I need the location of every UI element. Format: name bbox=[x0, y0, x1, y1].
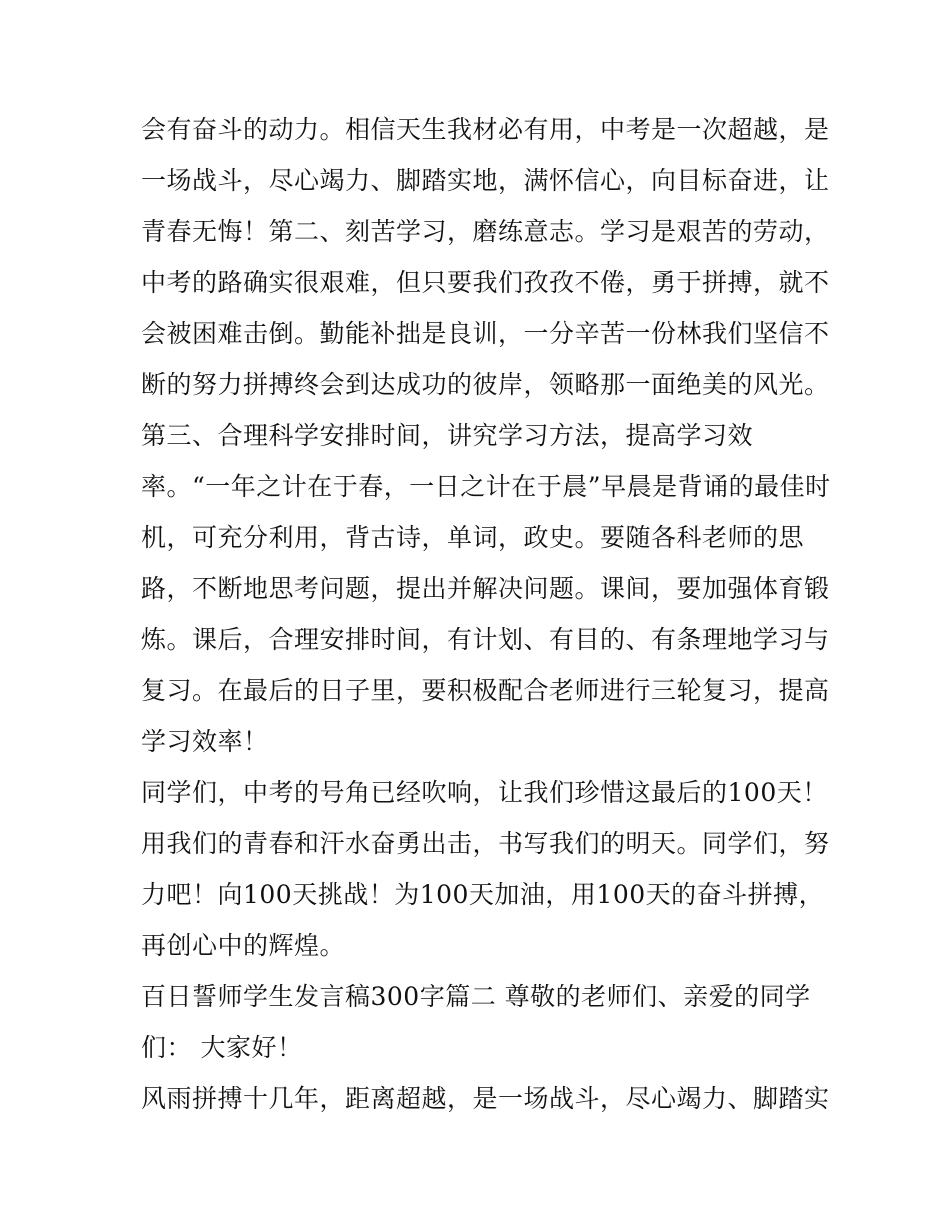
text-line-9: 机，可充分利用，背古诗，单词，政史。要随各科老师的思 bbox=[141, 523, 805, 552]
text-line-13: 学习效率！ bbox=[141, 727, 269, 756]
text-line-8: 率。“一年之计在于春，一日之计在于晨”早晨是背诵的最佳时 bbox=[141, 472, 831, 501]
text-line-20: 风雨拼搏十几年，距离超越，是一场战斗，尽心竭力、脚踏实 bbox=[141, 1084, 830, 1113]
text-line-19: 们： 大家好！ bbox=[141, 1033, 303, 1062]
text-line-16: 力吧！向100天挑战！为100天加油，用100天的奋斗拼搏， bbox=[141, 880, 825, 909]
text-line-7: 第三、合理科学安排时间，讲究学习方法，提高学习效 bbox=[141, 421, 754, 450]
text-line-1: 会有奋斗的动力。相信天生我材必有用，中考是一次超越，是 bbox=[141, 115, 830, 144]
text-line-17: 再创心中的辉煌。 bbox=[141, 931, 346, 960]
text-line-10: 路，不断地思考问题，提出并解决问题。课间，要加强体育锻 bbox=[141, 574, 830, 603]
document-body bbox=[141, 104, 831, 1124]
text-line-11: 炼。课后，合理安排时间，有计划、有目的、有条理地学习与 bbox=[141, 625, 830, 654]
text-line-18: 百日誓师学生发言稿300字篇二 尊敬的老师们、亲爱的同学 bbox=[141, 982, 811, 1011]
text-line-4: 中考的路确实很艰难，但只要我们孜孜不倦，勇于拼搏，就不 bbox=[141, 268, 830, 297]
text-line-6: 断的努力拼搏终会到达成功的彼岸，领略那一面绝美的风光。 bbox=[141, 370, 830, 399]
text-line-15: 用我们的青春和汗水奋勇出击，书写我们的明天。同学们，努 bbox=[141, 829, 830, 858]
text-line-14: 同学们，中考的号角已经吹响，让我们珍惜这最后的100天！ bbox=[141, 778, 828, 807]
text-line-3: 青春无悔！第二、刻苦学习，磨练意志。学习是艰苦的劳动， bbox=[141, 217, 830, 246]
text-line-12: 复习。在最后的日子里，要积极配合老师进行三轮复习，提高 bbox=[141, 676, 830, 705]
text-line-5: 会被困难击倒。勤能补拙是良训，一分辛苦一份林我们坚信不 bbox=[141, 319, 830, 348]
text-line-2: 一场战斗，尽心竭力、脚踏实地，满怀信心，向目标奋进，让 bbox=[141, 166, 830, 195]
